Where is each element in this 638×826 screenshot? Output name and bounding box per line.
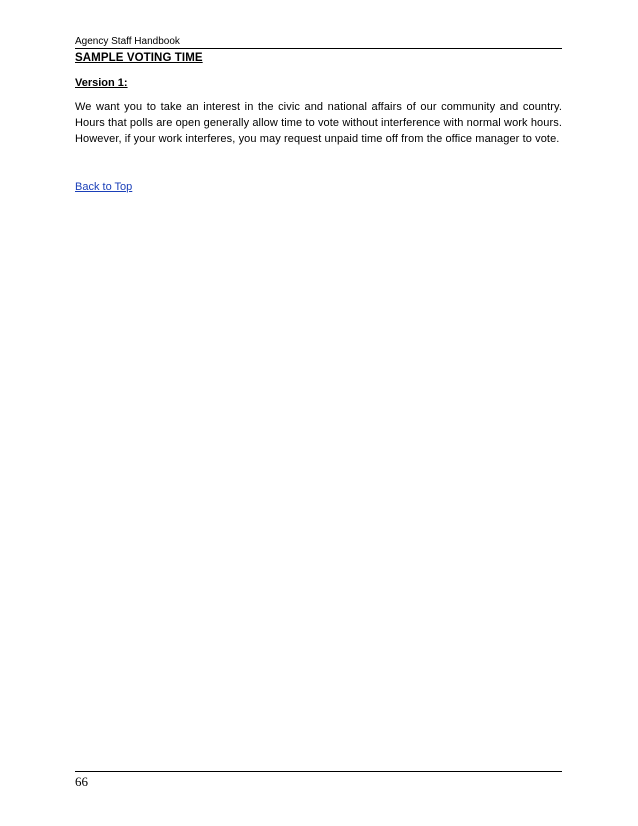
policy-paragraph: We want you to take an interest in the civic and national affairs of our community and country. Hours that polls are open generally allow time to vote without interference with normal work hours. However, if your work interferes, you may request unpaid time off from the office manager to vote. — [75, 101, 562, 145]
back-to-top-link[interactable]: Back to Top — [75, 181, 133, 193]
page-number: 66 — [75, 774, 88, 789]
footer-divider — [75, 771, 562, 772]
running-header: Agency Staff Handbook — [75, 36, 562, 49]
version-heading: Version 1: — [75, 77, 128, 89]
section-title: SAMPLE VOTING TIME — [75, 52, 203, 64]
